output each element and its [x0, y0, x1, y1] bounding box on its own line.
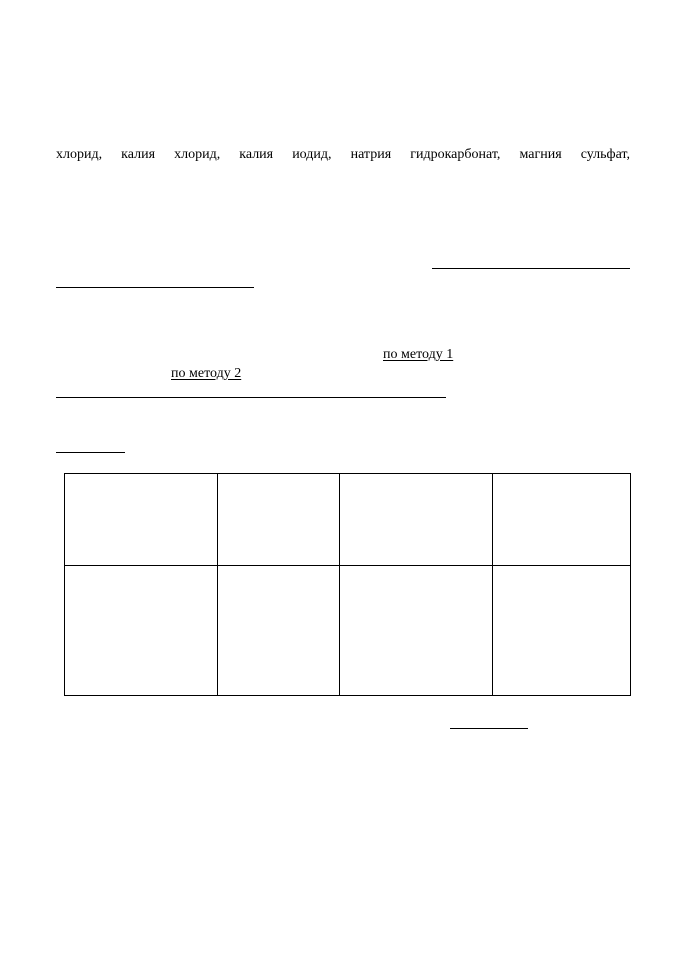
table-cell	[493, 474, 631, 566]
table-cell	[218, 566, 340, 696]
blank-rule-5	[450, 728, 528, 729]
method-2-label: по методу 2	[171, 366, 242, 381]
table-cell	[65, 474, 218, 566]
blank-rule-4	[56, 452, 125, 453]
blank-rule-3	[56, 397, 446, 398]
table-row	[65, 566, 631, 696]
table-cell	[65, 566, 218, 696]
method-1-label: по методу 1	[383, 347, 454, 362]
blank-rule-2	[56, 287, 254, 288]
blank-rule-1	[432, 268, 630, 269]
ingredients-text-line: хлорид, калия хлорид, калия иодид, натрия гидрокарбонат, магния сульфат,	[56, 147, 630, 162]
table-cell	[493, 566, 631, 696]
empty-data-table	[64, 473, 631, 696]
table-cell	[218, 474, 340, 566]
table-row	[65, 474, 631, 566]
table-cell	[340, 474, 493, 566]
table-cell	[340, 566, 493, 696]
